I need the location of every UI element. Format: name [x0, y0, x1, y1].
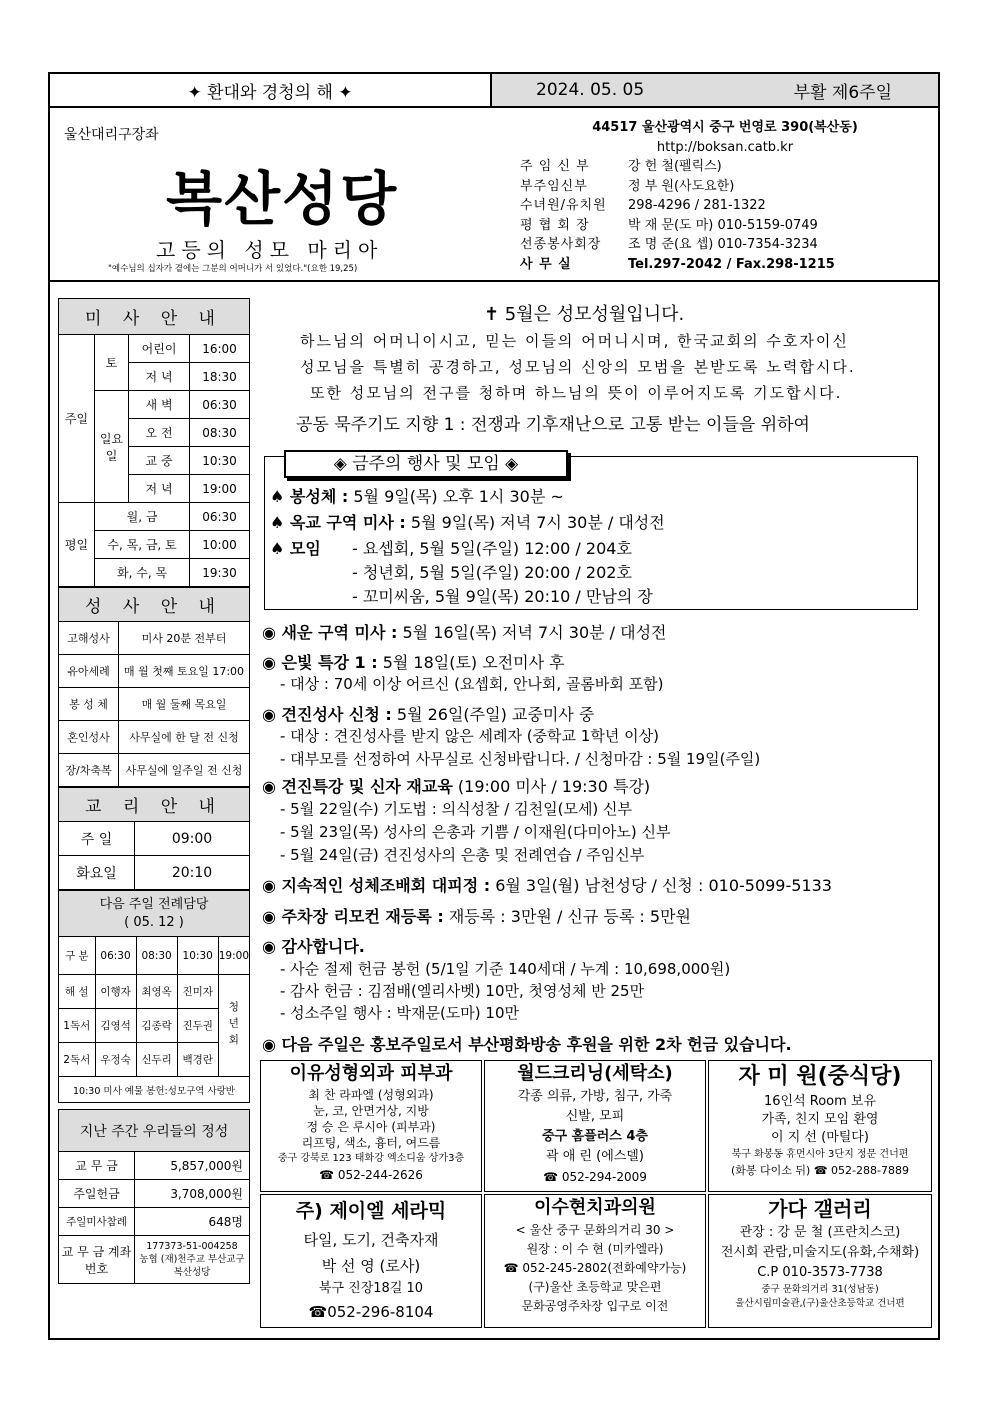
contact-block — [520, 118, 930, 274]
sacrament-table: 성 사 안 내 고해성사 미사 20분 전부터 유아세례 매 월 첫째 토요일 17:00 봉 성 체 매 월 둘째 목요일 혼인성사 사무실에 한 달 전 신청 장/차축복 사무실에 일주일 전 신청 — [58, 587, 250, 787]
ad-box: 자 미 원(중식당) 16인석 Room 보유 가족, 친지 모임 환영 이 지 선 (마틸다) 북구 화봉동 휴먼시아 3단지 정문 건너편 (화봉 다이소 뒤) ☎ 052-288-7889 — [708, 1060, 932, 1192]
diocese-label: 울산대리구장좌 — [64, 127, 159, 143]
office-row: 사 무 실 Tel.297-2042 / Fax.298-1215 — [520, 256, 835, 272]
liturgy-table: 다음 주일 전례담당 ( 05. 12 ) 구 분 06:30 08:30 10:30 19:00 해 설 이행자 최영옥 진미자 청년회 1독서 김영석 김종락 진두권 2독서 우정숙 신두리 백경란 10:30 미사 예물 봉헌:성모구역 사랑반 — [58, 890, 250, 1103]
address: 44517 울산광역시 중구 번영로 390(복산동) — [592, 120, 858, 135]
news-item: ◉ 견진특강 및 신자 재교육 (19:00 미사 / 19:30 특강) — [262, 777, 651, 796]
news-item: ◉ 새운 구역 미사 : 5월 16일(목) 저녁 7시 30분 / 대성전 — [262, 623, 667, 642]
news-item: ◉ 지속적인 성체조배회 대피정 : 6월 3일(월) 남천성당 / 신청 : 010-5099-5133 — [262, 876, 832, 895]
parish-patron: 고등의 성모 마리아 — [156, 238, 384, 262]
mass-title: 미 사 안 내 — [59, 299, 250, 335]
event-item: ♠ 모임 — [270, 539, 321, 558]
parish-logo: 복산성당 — [166, 165, 399, 233]
scripture-quote: "예수님의 십자가 곁에는 그분의 어머니가 서 있었다."(요한 19,25) — [108, 264, 358, 274]
staff-row: 평 협 회 장 박 재 문(도 마) 010-5159-0749 — [520, 217, 818, 233]
liturgical-week: 부활 제6주일 — [793, 82, 892, 103]
staff-row: 주 임 신 부 강 헌 철(펠릭스) — [520, 159, 722, 174]
sacrament-title: 성 사 안 내 — [59, 588, 250, 622]
issue-date: 2024. 05. 05 — [536, 80, 645, 100]
ad-box: 월드크리닝(세탁소) 각종 의류, 가방, 침구, 가죽 신발, 모피 중구 홈플러스 4층 곽 애 린 (에스델) ☎ 052-294-2009 — [484, 1060, 706, 1192]
offering-table: 지난 주간 우리들의 정성 교 무 금 5,857,000원 주일헌금 3,708,000원 주일미사참례 648명 교 무 금 계좌번호 177373-51-004258 농협 (재)천주교 부산교구 복산성당 — [58, 1109, 250, 1284]
ad-box: 이유성형외과 피부과 최 찬 라파엘 (성형외과) 눈, 코, 안면거상, 지방 정 승 은 루시아 (피부과) 리프팅, 색소, 흉터, 여드름 중구 강북로 123 태화강 엑소디움 상가3층 ☎ 052-244-2626 — [260, 1060, 482, 1192]
news-item: ◉ 은빛 특강 1 : 5월 18일(토) 오전미사 후 — [262, 653, 565, 672]
website-link[interactable]: http://boksan.catb.kr — [656, 139, 794, 155]
news-item: ◉ 감사합니다. — [262, 937, 365, 956]
top-bar — [50, 74, 938, 108]
ad-box: 이수현치과의원 < 울산 중구 문화의거리 30 > 원장 : 이 수 현 (미카엘라) ☎ 052-245-2802(전화예약가능) (구)울산 초등학교 맞은편 문화공영주차장 입구로 이전 — [484, 1194, 706, 1328]
catechism-title: 교 리 안 내 — [59, 788, 250, 822]
ad-box: 주) 제이엘 세라믹 타일, 도기, 건축자재 박 선 영 (로사) 북구 진장18길 10 ☎052-296-8104 — [260, 1194, 482, 1328]
masthead — [50, 110, 938, 282]
events-title: ◈ 금주의 행사 및 모임 ◈ — [284, 450, 568, 478]
event-item: ♠ 옥교 구역 미사 : 5월 9일(목) 저녁 7시 30분 / 대성전 — [270, 513, 665, 532]
weekday-label: 평일 — [59, 503, 95, 587]
date-bar — [492, 74, 938, 106]
notice-title: ✝ 5월은 성모성월입니다. — [484, 304, 685, 325]
staff-row: 선종봉사회장 조 명 준(요 셉) 010-7354-3234 — [520, 237, 818, 252]
news-item: ◉ 주차장 리모컨 재등록 : 재등록 : 3만원 / 신규 등록 : 5만원 — [262, 907, 691, 926]
staff-row: 부주임신부 정 부 원(사도요한) — [520, 178, 735, 194]
sunday-label: 주일 — [59, 335, 95, 503]
rosary-intention: 공동 묵주기도 지향 1 : 전쟁과 기후재난으로 고통 받는 이들을 위하여 — [296, 415, 810, 435]
bank-account: 177373-51-004258 농협 (재)천주교 부산교구 복산성당 — [135, 1236, 250, 1284]
staff-row: 수녀원/유치원 298-4296 / 281-1322 — [520, 198, 766, 213]
ad-box: 가다 갤러리 관장 : 강 문 철 (프란치스코) 전시회 관람,미술지도(유화,수채화) C.P 010-3573-7738 중구 문화의거리 31(성남동) 울산시립미술관,(구)울산초등학교 건너편 — [708, 1194, 932, 1328]
news-item: ◉ 다음 주일은 홍보주일로서 부산평화방송 후원을 위한 2차 헌금 있습니다. — [262, 1035, 792, 1054]
mass-schedule-table: 미 사 안 내 주일 토 어린이 16:00 저 녁 18:30 일요일 새 벽 06:30 오 전 08:30 교 중 10:30 저 녁 19:00 평일 월, 금 06:30 수, 목, 금, 토 10:00 화, 수, 목 19:30 — [58, 298, 250, 587]
offering-title: 지난 주간 우리들의 정성 — [59, 1110, 250, 1152]
liturgy-title: 다음 주일 전례담당 ( 05. 12 ) — [59, 891, 250, 937]
year-theme: ✦ 환대와 경청의 해 ✦ — [50, 74, 492, 106]
catechism-table: 교 리 안 내 주 일 09:00 화요일 20:10 — [58, 787, 250, 890]
event-item: ♠ 봉성체 : 5월 9일(목) 오후 1시 30분 ~ — [270, 487, 564, 506]
left-column — [58, 298, 250, 1284]
news-item: ◉ 견진성사 신청 : 5월 26일(주일) 교중미사 중 — [262, 705, 595, 724]
